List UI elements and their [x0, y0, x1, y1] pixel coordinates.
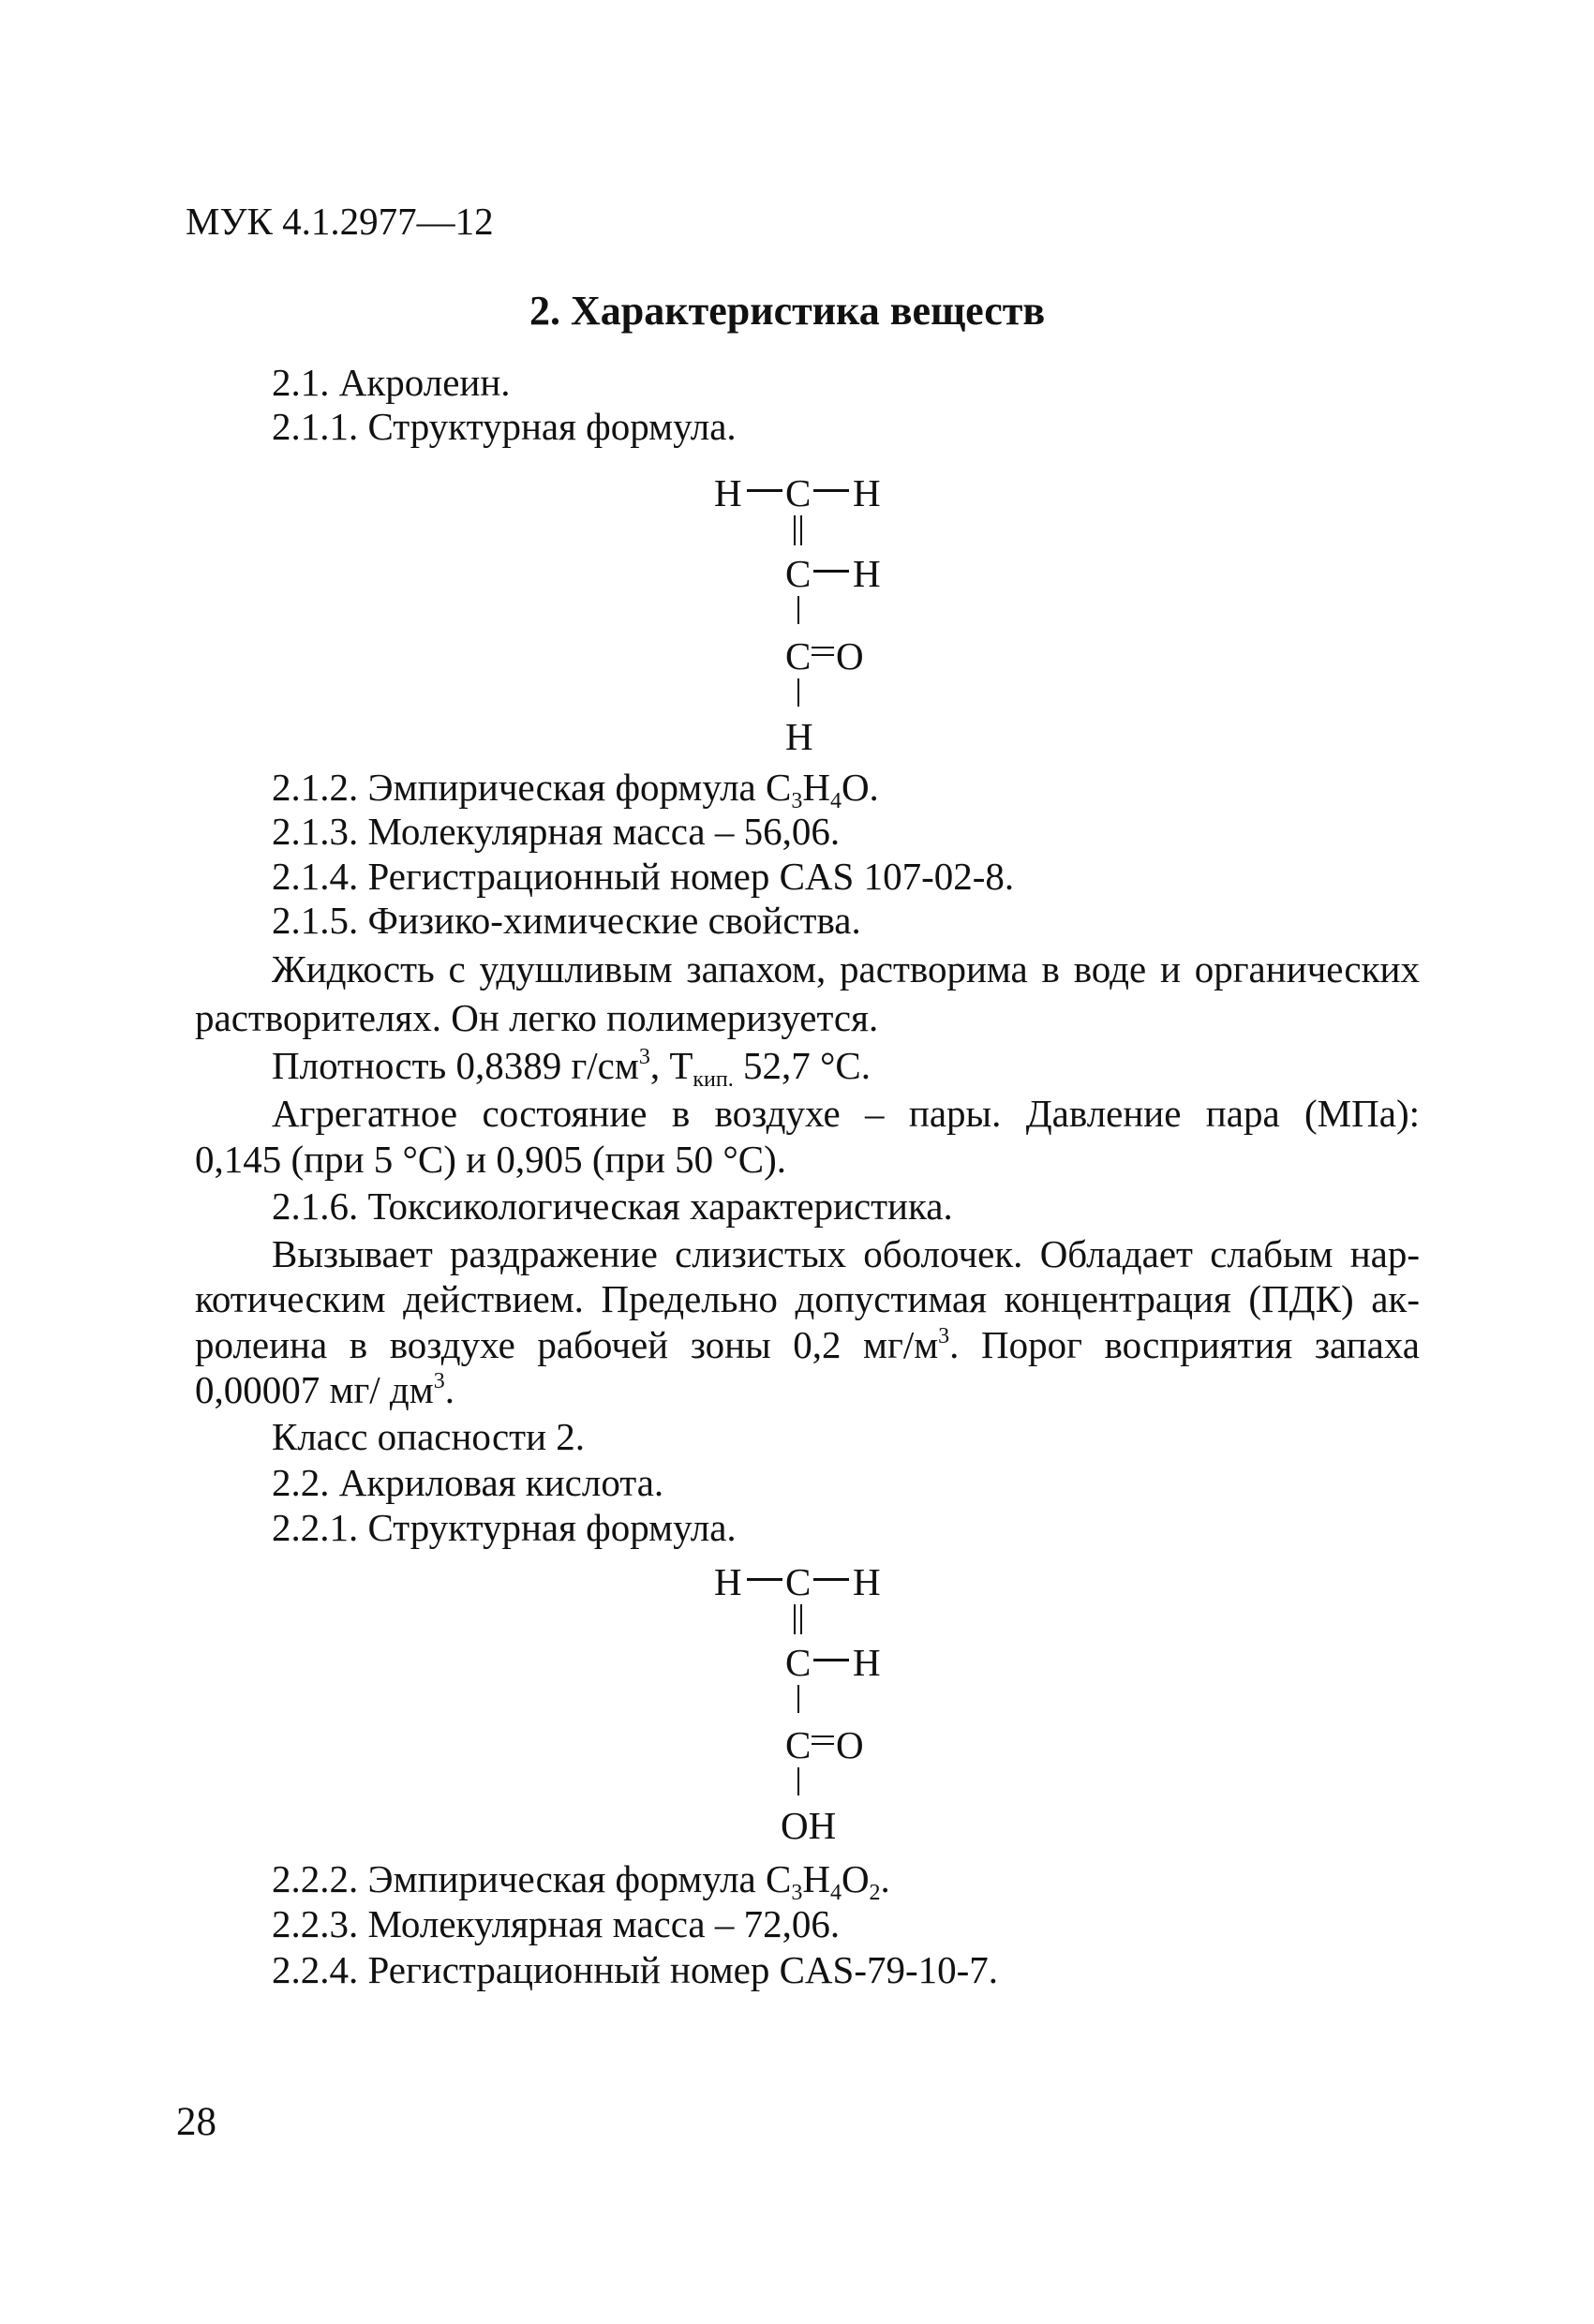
formula-atom: H — [853, 471, 881, 514]
toxicology-line: котическим действием. Предельно допустимая концентрация (ПДК) ак- — [195, 1277, 1420, 1320]
section-2-2-1-heading: 2.2.1. Структурная формула. — [272, 1506, 737, 1549]
superscript: 3 — [638, 1045, 650, 1069]
formula-atom: C — [785, 1560, 812, 1603]
single-bond — [813, 1659, 849, 1661]
subscript: 2 — [869, 1881, 881, 1905]
section-2-1-heading: 2.1. Акролеин. — [272, 361, 511, 404]
single-bond — [813, 1578, 849, 1581]
toxicology-text: . — [444, 1368, 454, 1411]
single-bond — [797, 596, 799, 624]
section-2-1-4-cas: 2.1.4. Регистрационный номер CAS 107-02-8. — [272, 855, 1015, 898]
formula-atom: H — [785, 715, 813, 758]
empirical-text: O. — [841, 766, 879, 809]
section-2-1-6-heading: 2.1.6. Токсикологическая характеристика. — [272, 1184, 953, 1228]
section-2-1-2-empirical — [272, 768, 879, 812]
double-bond — [794, 515, 796, 545]
double-bond — [800, 1604, 802, 1634]
double-bond — [812, 647, 834, 648]
section-2-2-3-mass: 2.2.3. Молекулярная масса – 72,06. — [272, 1902, 841, 1945]
empirical-text: H — [802, 766, 830, 809]
document-code-header: МУК 4.1.2977—12 — [186, 200, 494, 243]
double-bond — [794, 1604, 796, 1634]
state-line: Агрегатное состояние в воздухе – пары. Давление пара (МПа): — [272, 1092, 1420, 1135]
formula-atom: C — [785, 634, 812, 678]
single-bond — [813, 489, 849, 492]
toxicology-line — [195, 1370, 454, 1409]
double-bond — [812, 1736, 834, 1737]
section-2-1-5-heading: 2.1.5. Физико-химические свойства. — [272, 899, 861, 942]
density-text: , Т — [649, 1044, 693, 1087]
formula-atom: H — [853, 552, 881, 595]
toxicology-text: ролеина в воздухе рабочей зоны 0,2 мг/м — [195, 1323, 939, 1366]
formula-atom: C — [785, 471, 812, 514]
page-number: 28 — [176, 2100, 216, 2144]
properties-line: Жидкость с удушливым запахом, растворима в воде и органических — [272, 947, 1420, 991]
formula-atom: C — [785, 552, 812, 595]
density-line — [272, 1046, 871, 1091]
density-text: Плотность 0,8389 г/см — [272, 1044, 639, 1087]
section-title: 2. Характеристика веществ — [529, 288, 1046, 334]
subscript: 3 — [791, 1881, 803, 1905]
properties-line: растворителях. Он легко полимеризуется. — [195, 996, 879, 1039]
state-line: 0,145 (при 5 °С) и 0,905 (при 50 °С). — [195, 1138, 787, 1181]
section-2-2-4-cas: 2.2.4. Регистрационный номер CAS-79-10-7. — [272, 1948, 999, 1991]
formula-atom: H — [714, 1560, 742, 1603]
subscript: 3 — [791, 789, 803, 813]
toxicology-line — [195, 1325, 1420, 1364]
subscript: 4 — [829, 1881, 842, 1905]
formula-atom: H — [714, 471, 742, 514]
formula-atom: O — [836, 1723, 864, 1766]
toxicology-line: Вызывает раздражение слизистых оболочек. Обладает слабым нар- — [272, 1232, 1420, 1275]
subscript: кип. — [693, 1067, 734, 1092]
empirical-text: H — [802, 1857, 830, 1900]
hazard-class: Класс опасности 2. — [272, 1415, 586, 1458]
section-2-2-2-empirical — [272, 1857, 890, 1905]
double-bond — [812, 1743, 834, 1745]
formula-atom: C — [785, 1641, 812, 1684]
formula-atom: H — [853, 1641, 881, 1684]
formula-atom: O — [836, 634, 864, 678]
empirical-text: O — [841, 1857, 870, 1900]
toxicology-text: . Порог восприятия запаха — [949, 1323, 1420, 1366]
empirical-text: 2.1.2. Эмпирическая формула C — [272, 766, 792, 809]
section-2-2-heading: 2.2. Акриловая кислота. — [272, 1461, 664, 1504]
empirical-text: . — [880, 1857, 890, 1900]
superscript: 3 — [938, 1324, 950, 1348]
subscript: 4 — [829, 789, 842, 813]
section-2-1-1-heading: 2.1.1. Структурная формула. — [272, 405, 737, 448]
formula-atom: H — [853, 1560, 881, 1603]
formula-atom: C — [785, 1723, 812, 1766]
single-bond — [797, 678, 799, 707]
superscript: 3 — [433, 1369, 445, 1393]
formula-atom: OH — [781, 1804, 837, 1847]
empirical-text: 2.2.2. Эмпирическая формула C — [272, 1857, 792, 1900]
section-2-1-3-mass: 2.1.3. Молекулярная масса – 56,06. — [272, 810, 841, 853]
single-bond — [747, 489, 782, 492]
single-bond — [813, 570, 849, 573]
double-bond — [800, 515, 802, 545]
single-bond — [797, 1685, 799, 1713]
single-bond — [747, 1578, 782, 1581]
single-bond — [797, 1767, 799, 1795]
double-bond — [812, 654, 834, 656]
toxicology-text: 0,00007 мг/ дм — [195, 1368, 434, 1411]
density-text: 52,7 °С. — [733, 1044, 871, 1087]
